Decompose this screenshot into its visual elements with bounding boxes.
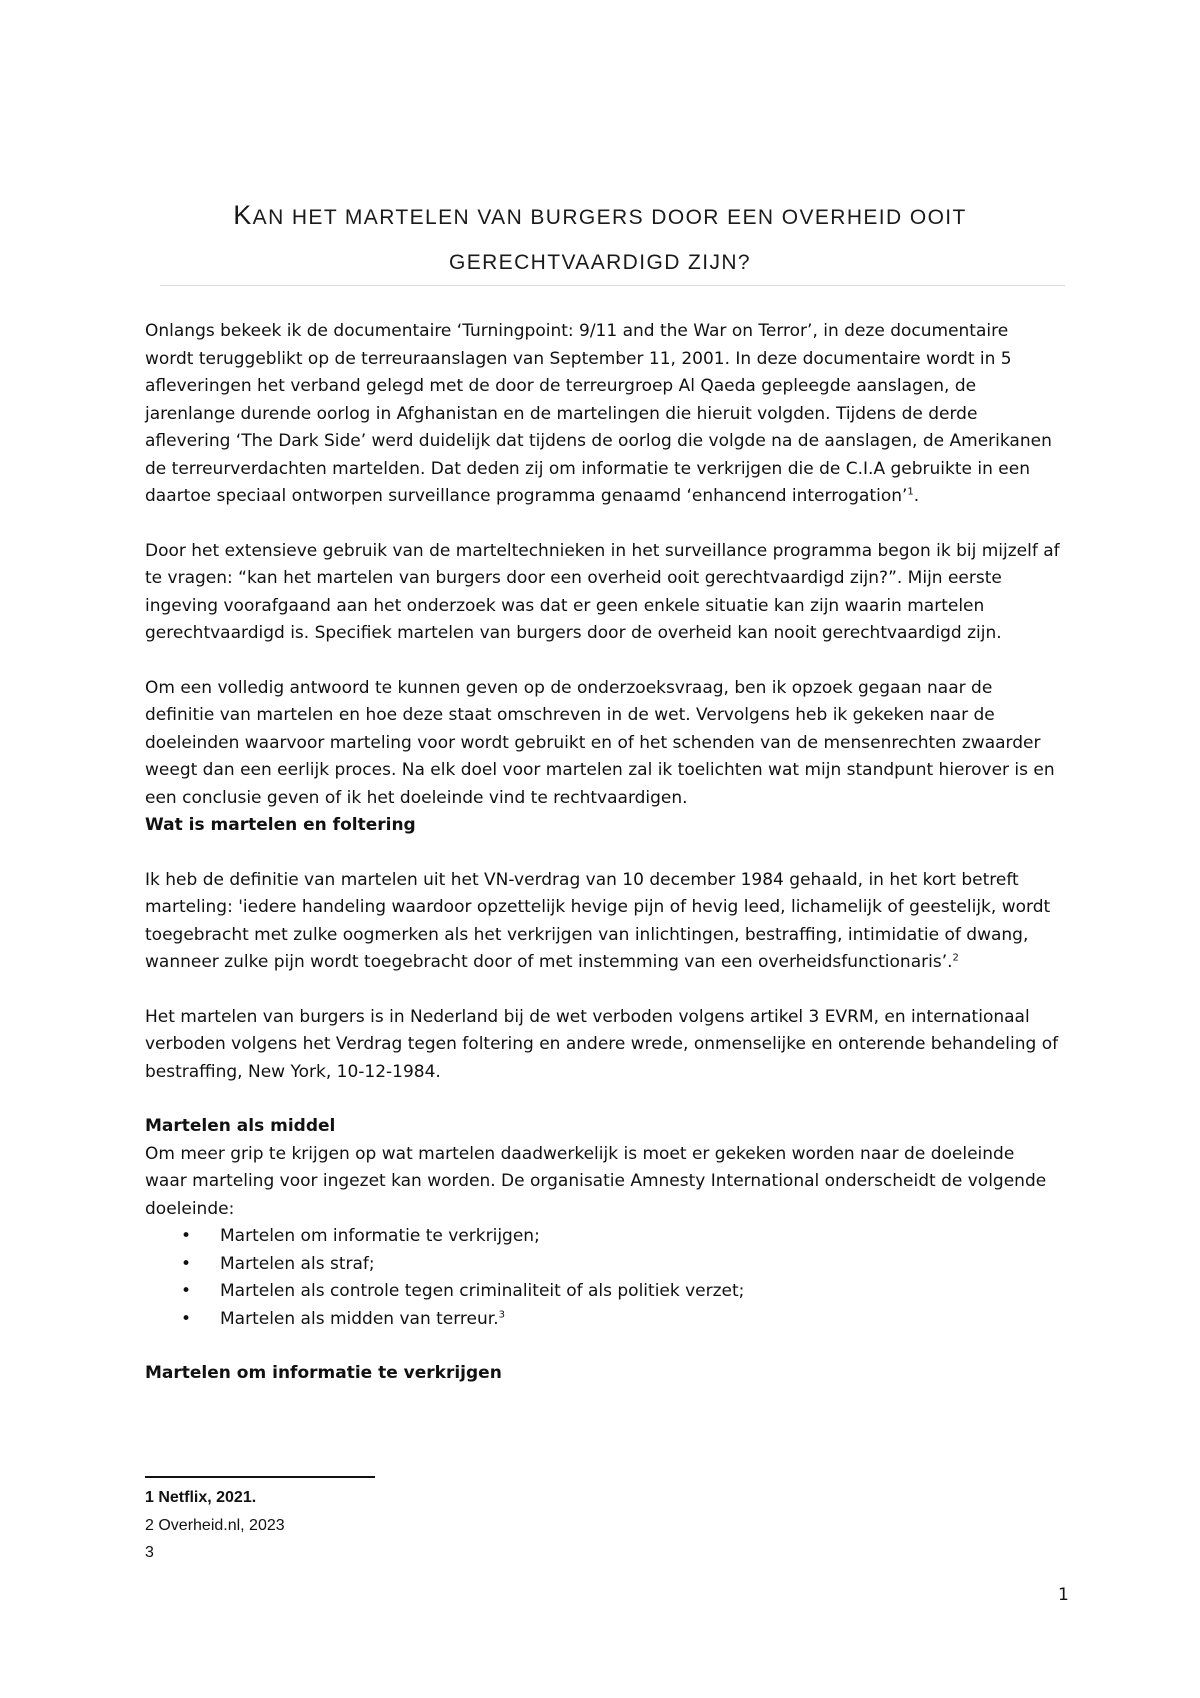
bullet-icon: • [181,1253,192,1274]
list-item-text: Martelen als straf; [220,1253,375,1274]
footnote-ref-2[interactable]: 2 [952,952,959,964]
heading-wat-is-martelen: Wat is martelen en foltering [145,815,416,835]
list-item-text: Martelen als midden van terreur. [220,1308,499,1329]
document-title [140,193,1060,285]
footnote-ref-3[interactable]: 3 [498,1308,505,1320]
list-item-text: Martelen om informatie te verkrijgen; [220,1226,540,1246]
intro-paragraph [145,318,1060,511]
paragraph-4 [145,867,1060,977]
page-number: 1 [1058,1585,1069,1605]
bullet-icon: • [181,1308,192,1329]
heading-martelen-als-middel: Martelen als middel [145,1116,336,1136]
intro-suffix: . [913,486,920,506]
heading-informatie-verkrijgen: Martelen om informatie te verkrijgen [145,1363,502,1383]
paragraph-6: Om meer grip te krijgen op wat martelen daadwerkelijk is moet er gekeken worden naar de doeleinde waar marteling voor ingezet kan worden. De organisatie Amnesty International onderscheidt de volgende doeleinde: [145,1143,1047,1219]
title-line-1: AN HET MARTELEN VAN BURGERS DOOR EEN OVERHEID OOIT [252,206,967,229]
footnote-ref-1[interactable]: 1 [907,486,914,498]
title-line-2: GERECHTVAARDIGD ZIJN? [448,251,752,274]
list-item [145,1278,1060,1306]
list-item [145,1223,1060,1251]
list-item [145,1251,1060,1279]
footnote-1: 1 Netflix, 2021. [145,1489,257,1506]
definition-text: Ik heb de definitie van martelen uit het VN-verdrag van 10 december 1984 gehaald, in het kort betreft marteling: 'iedere handeling waardoor opzettelijk hevige pijn of hevig leed, lichamelijk of geestelijk, wordt toegebracht met zulke oogmerken als het verkrijgen van inlichtingen, bestraffing, intimidatie of dwang, wanneer zulke pijn wordt toegebracht door of met instemming van een overheidsfunctionaris’. [145,869,1051,972]
document-body [145,318,1060,1388]
paragraph-3: Om een volledig antwoord te kunnen geven op de onderzoeksvraag, ben ik opzoek gegaan naar de definitie van martelen en hoe deze staat omschreven in de wet. Vervolgens heb ik gekeken naar de doeleinden waarvoor marteling voor wordt gebruikt en of het schenden van de mensenrechten zwaarder weegt dan een eerlijk proces. Na elk doel voor martelen zal ik toelichten wat mijn standpunt hierover is en een conclusie geven of ik het doeleinde vind te rechtvaardigen. [145,677,1055,808]
bullet-icon: • [181,1226,192,1246]
intro-text: Onlangs bekeek ik de documentaire ‘Turningpoint: 9/11 and the War on Terror’, in deze documentaire wordt teruggeblikt op de terreuraanslagen van September 11, 2001. In deze documentaire wordt in 5 afleveringen het verband gelegd met de door de terreurgroep Al Qaeda gepleegde aanslagen, de jarenlange durende oorlog in Afghanistan en de martelingen die hieruit volgden. Tijdens de derde aflevering ‘The Dark Side’ werd duidelijk dat tijdens de oorlog die volgde na de aanslagen, de Amerikanen de terreurverdachten martelden. Dat deden zij om informatie te verkrijgen die de C.I.A gebruikte in een daartoe speciaal ontworpen surveillance programma genaamd ‘enhancend interrogation’ [145,321,1052,506]
footnote-2: 2 Overheid.nl, 2023 [145,1516,285,1534]
paragraph-2: Door het extensieve gebruik van de marteltechnieken in het surveillance programma begon ik bij mijzelf af te vragen: “kan het martelen van burgers door een overheid ooit gerechtvaardigd zijn?”. Mijn eerste ingeving voorafgaand aan het onderzoek was dat er geen enkele situatie kan zijn waarin martelen gerechtvaardigd is. Specifiek martelen van burgers door de overheid kan nooit gerechtvaardigd zijn. [145,540,1060,643]
paragraph-5: Het martelen van burgers is in Nederland bij de wet verboden volgens artikel 3 EVRM, en internationaal verboden volgens het Verdrag tegen foltering en andere wrede, onmenselijke en onterende behandeling of bestraffing, New York, 10-12-1984. [145,1006,1059,1082]
title-divider [160,285,1065,286]
title-initial: K [233,200,253,230]
list-item [145,1306,1060,1334]
footnote-separator [145,1476,375,1478]
list-item-text: Martelen als controle tegen criminaliteit of als politiek verzet; [220,1281,745,1301]
purposes-list [145,1223,1060,1333]
footnote-3: 3 [145,1544,154,1561]
footnotes [145,1484,285,1567]
bullet-icon: • [181,1281,192,1301]
